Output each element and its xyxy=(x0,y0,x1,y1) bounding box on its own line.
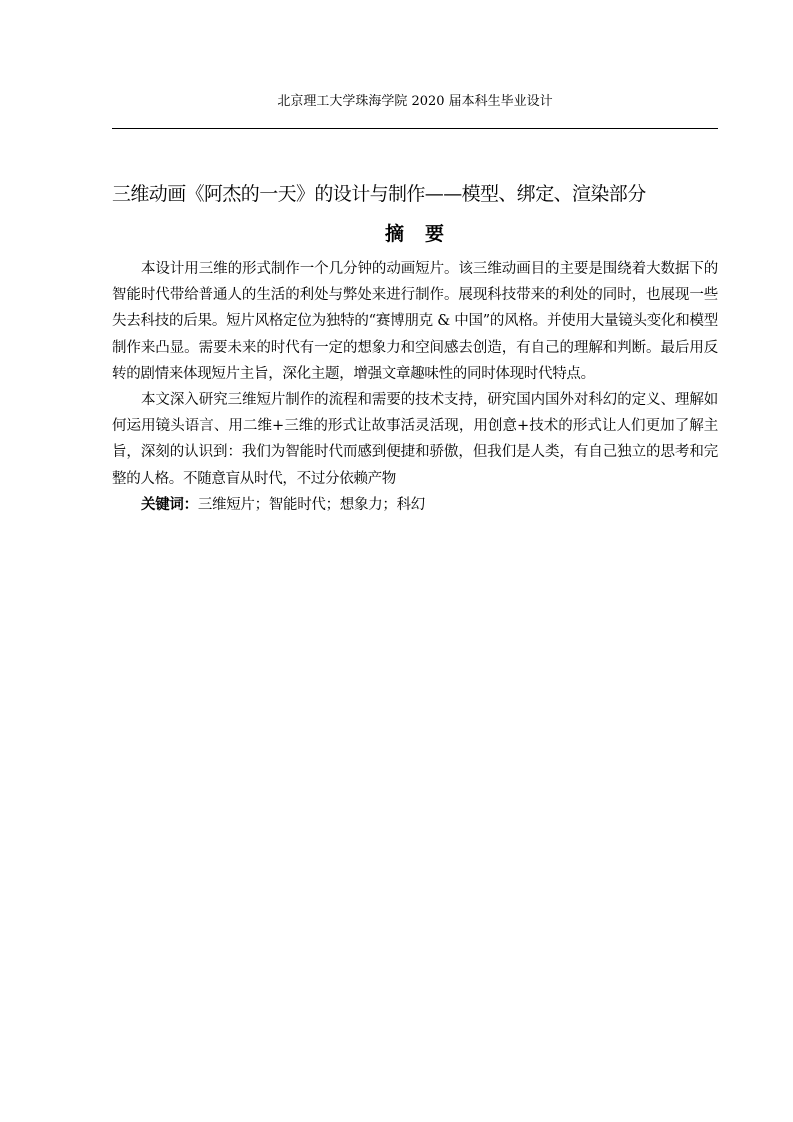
keywords-label: 关键词： xyxy=(141,495,198,513)
header-divider xyxy=(112,128,718,129)
keywords-line xyxy=(112,492,718,518)
abstract-body xyxy=(112,256,718,518)
running-header: 北京理工大学珠海学院 2020 届本科生毕业设计 xyxy=(277,94,553,109)
document-title: 三维动画《阿杰的一天》的设计与制作——模型、绑定、渲染部分 xyxy=(112,183,646,205)
keywords-value: 三维短片；智能时代；想象力；科幻 xyxy=(197,496,426,513)
abstract-paragraph-2: 本文深入研究三维短片制作的流程和需要的技术支持，研究国内国外对科幻的定义、理解如何运用镜头语言、用二维+三维的形式让故事活灵活现，用创意+技术的形式让人们更加了解主旨，深刻的认识到：我们为智能时代而感到便捷和骄傲，但我们是人类，有自己独立的思考和完整的人格。不随意盲从时代，不过分依赖产物 xyxy=(112,392,718,487)
abstract-paragraph-1: 本设计用三维的形式制作一个几分钟的动画短片。该三维动画目的主要是围绕着大数据下的智能时代带给普通人的生活的利处与弊处来进行制作。展现科技带来的利处的同时，也展现一些失去科技的后果。短片风格定位为独特的“赛博朋克 & 中国”的风格。并使用大量镜头变化和模型制作来凸显。需要未来的时代有一定的想象力和空间感去创造，有自己的理解和判断。最后用反转的剧情来体现短片主旨，深化主题，增强文章趣味性的同时体现时代特点。 xyxy=(112,261,718,382)
abstract-heading: 摘 要 xyxy=(384,223,445,245)
